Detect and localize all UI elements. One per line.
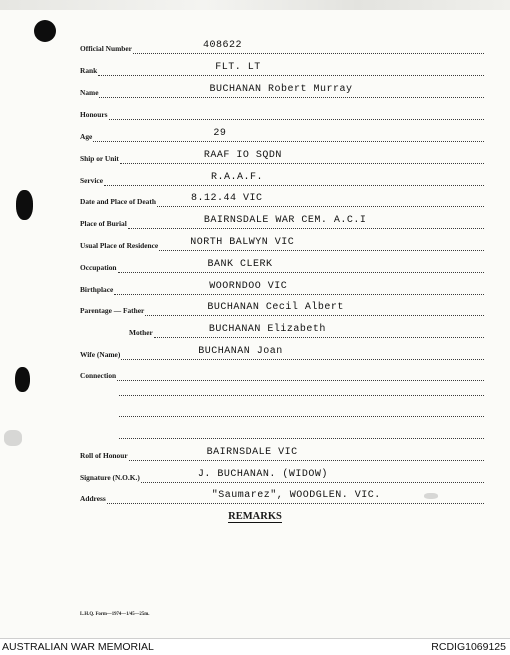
field-value: BAIRNSDALE WAR CEM. A.C.I	[203, 215, 367, 226]
field-honours	[80, 106, 484, 120]
form-reference: L.H.Q. Form—1974—1/45—25m.	[80, 612, 150, 617]
connection-line-3	[118, 403, 484, 417]
field-burial	[80, 215, 484, 229]
field-signature	[80, 469, 484, 483]
field-address	[80, 490, 484, 504]
field-rank	[80, 62, 484, 76]
field-official-number	[80, 40, 484, 54]
field-label: Age	[80, 132, 93, 141]
scan-top-edge	[0, 0, 510, 10]
footer-institution: AUSTRALIAN WAR MEMORIAL	[2, 641, 154, 653]
field-value: BUCHANAN Cecil Albert	[207, 302, 344, 313]
field-value: NORTH BALWYN VIC	[190, 237, 295, 248]
field-label: Parentage — Father	[80, 306, 145, 315]
field-residence	[80, 237, 484, 251]
field-age	[80, 128, 484, 142]
field-value: 408622	[202, 40, 242, 51]
field-ship-or-unit	[80, 150, 484, 164]
connection-line-2	[118, 382, 484, 396]
field-value: BUCHANAN Robert Murray	[209, 84, 353, 95]
field-label: Wife (Name)	[80, 350, 121, 359]
field-label: Birthplace	[80, 285, 114, 294]
field-label: Official Number	[80, 44, 132, 53]
field-service	[80, 172, 484, 186]
field-death	[80, 193, 484, 207]
field-label: Roll of Honour	[80, 451, 128, 460]
field-connection	[80, 367, 484, 381]
connection-line-4	[118, 425, 484, 439]
field-label: Address	[80, 494, 106, 503]
field-value: BAIRNSDALE VIC	[206, 447, 298, 458]
field-label: Honours	[80, 110, 108, 119]
punch-hole-lower	[15, 367, 30, 392]
field-label: Mother	[129, 328, 153, 337]
field-value: BANK CLERK	[207, 259, 273, 270]
field-label: Place of Burial	[80, 219, 127, 228]
field-value: WOORNDOO VIC	[209, 281, 288, 292]
field-label: Date and Place of Death	[80, 197, 156, 206]
field-label: Occupation	[80, 263, 117, 272]
field-value: R.A.A.F.	[210, 172, 263, 183]
field-mother	[129, 324, 484, 338]
field-label: Rank	[80, 66, 98, 75]
field-value: RAAF IO SQDN	[203, 150, 282, 161]
field-value: BUCHANAN Joan	[198, 346, 283, 357]
field-value: BUCHANAN Elizabeth	[208, 324, 326, 335]
field-value: "Saumarez", WOODGLEN. VIC.	[211, 490, 381, 501]
footer-record-id: RCDIG1069125	[431, 641, 506, 653]
field-value: FLT. LT	[215, 62, 261, 73]
remarks-heading: REMARKS	[228, 511, 282, 522]
field-value: J. BUCHANAN. (WIDOW)	[197, 469, 328, 480]
punch-hole-middle	[16, 190, 33, 220]
punch-hole-top	[34, 20, 56, 42]
field-label: Ship or Unit	[80, 154, 119, 163]
field-name	[80, 84, 484, 98]
field-father	[80, 302, 484, 316]
field-occupation	[80, 259, 484, 273]
field-label: Connection	[80, 371, 117, 380]
paper-blemish	[4, 430, 22, 446]
field-roll-of-honour	[80, 447, 484, 461]
field-wife	[80, 346, 484, 360]
field-label: Signature (N.O.K.)	[80, 473, 140, 482]
field-birthplace	[80, 281, 484, 295]
field-value: 8.12.44 VIC	[190, 193, 263, 204]
field-label: Service	[80, 176, 103, 185]
field-label: Name	[80, 88, 99, 97]
field-label: Usual Place of Residence	[80, 241, 159, 250]
archive-footer	[0, 638, 510, 655]
field-value: 29	[213, 128, 227, 139]
